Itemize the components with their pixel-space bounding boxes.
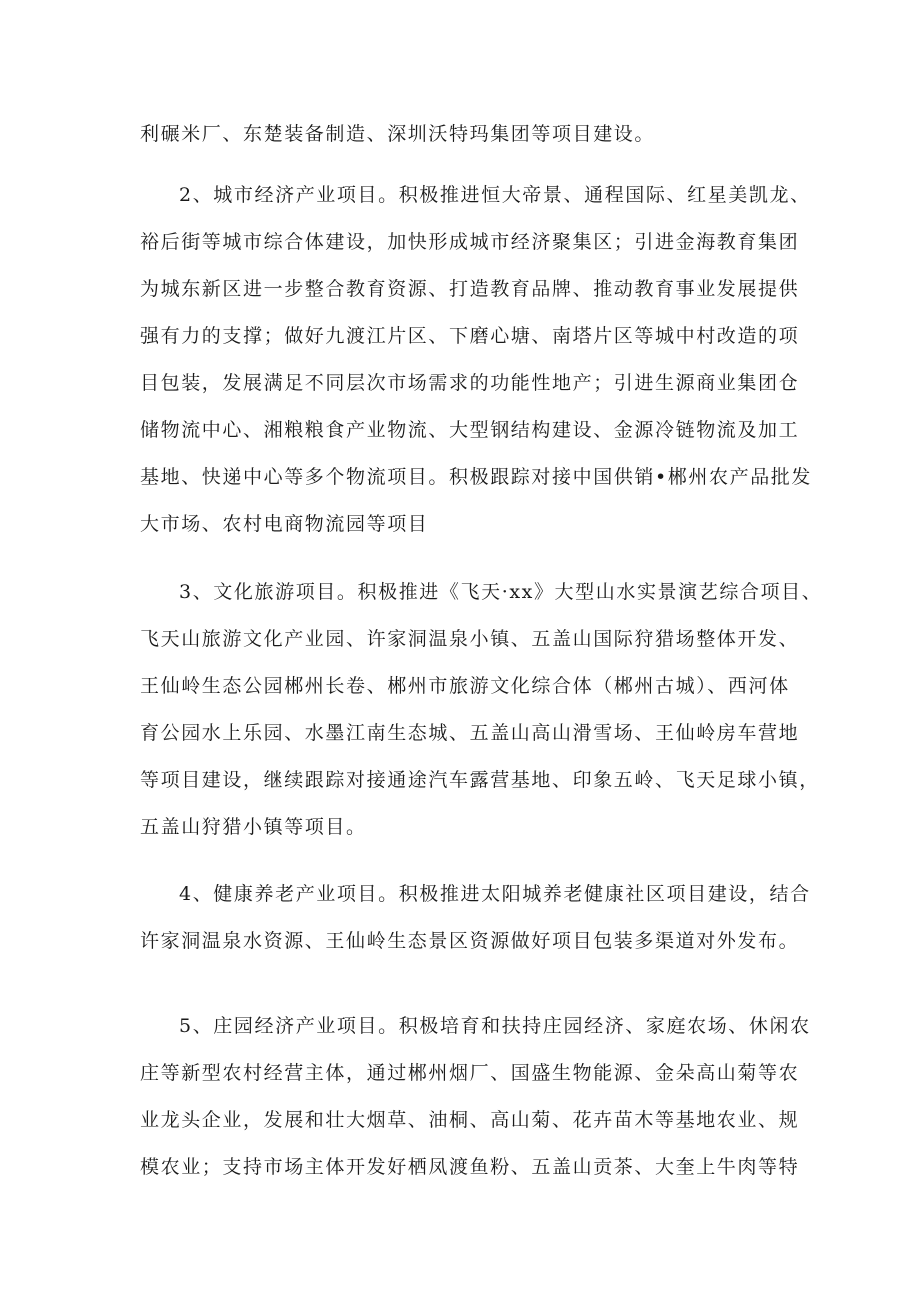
text-line: 储物流中心、湘粮粮食产业物流、大型钢结构建设、金源冷链物流及加工 [140, 419, 800, 441]
text-line: 庄等新型农村经营主体，通过郴州烟厂、国盛生物能源、金朵高山菊等农 [140, 1062, 800, 1084]
text-line: 裕后街等城市综合体建设，加快形成城市经济聚集区；引进金海教育集团 [140, 231, 800, 253]
text-line: 许家洞温泉水资源、王仙岭生态景区资源做好项目包装多渠道对外发布。 [140, 930, 800, 952]
text-line: 强有力的支撑；做好九渡江片区、下磨心塘、南塔片区等城中村改造的项 [140, 325, 800, 347]
text-line: 为城东新区进一步整合教育资源、打造教育品牌、推动教育事业发展提供 [140, 278, 800, 300]
text-line: 等项目建设，继续跟踪对接通途汽车露营基地、印象五岭、飞天足球小镇， [140, 769, 820, 791]
text-line: 基地、快递中心等多个物流项目。积极跟踪对接中国供销•郴州农产品批发 [140, 466, 813, 488]
text-line: 五盖山狩猎小镇等项目。 [140, 816, 367, 838]
paragraph-heading-line: 3、文化旅游项目。积极推进《飞天·xx》大型山水实景演艺综合项目、 [179, 581, 823, 603]
text-line: 飞天山旅游文化产业园、许家洞温泉小镇、五盖山国际狩猎场整体开发、 [140, 628, 800, 650]
text-line: 王仙岭生态公园郴州长卷、郴州市旅游文化综合体（郴州古城）、西河体 [140, 675, 790, 697]
text-line: 目包装，发展满足不同层次市场需求的功能性地产；引进生源商业集团仓 [140, 372, 800, 394]
text-line: 利碾米厂、东楚装备制造、深圳沃特玛集团等项目建设。 [140, 123, 656, 145]
text-line: 业龙头企业，发展和壮大烟草、油桐、高山菊、花卉苗木等基地农业、规 [140, 1109, 800, 1131]
paragraph-heading-line: 2、城市经济产业项目。积极推进恒大帝景、通程国际、红星美凯龙、 [179, 184, 811, 206]
text-line: 模农业；支持市场主体开发好栖凤渡鱼粉、五盖山贡茶、大奎上牛肉等特 [140, 1156, 800, 1178]
paragraph-heading-line: 5、庄园经济产业项目。积极培育和扶持庄园经济、家庭农场、休闲农 [179, 1015, 811, 1037]
text-line: 大市场、农村电商物流园等项目 [140, 513, 429, 535]
paragraph-heading-line: 4、健康养老产业项目。积极推进太阳城养老健康社区项目建设，结合 [179, 883, 811, 905]
text-line: 育公园水上乐园、水墨江南生态城、五盖山高山滑雪场、王仙岭房车营地 [140, 722, 800, 744]
